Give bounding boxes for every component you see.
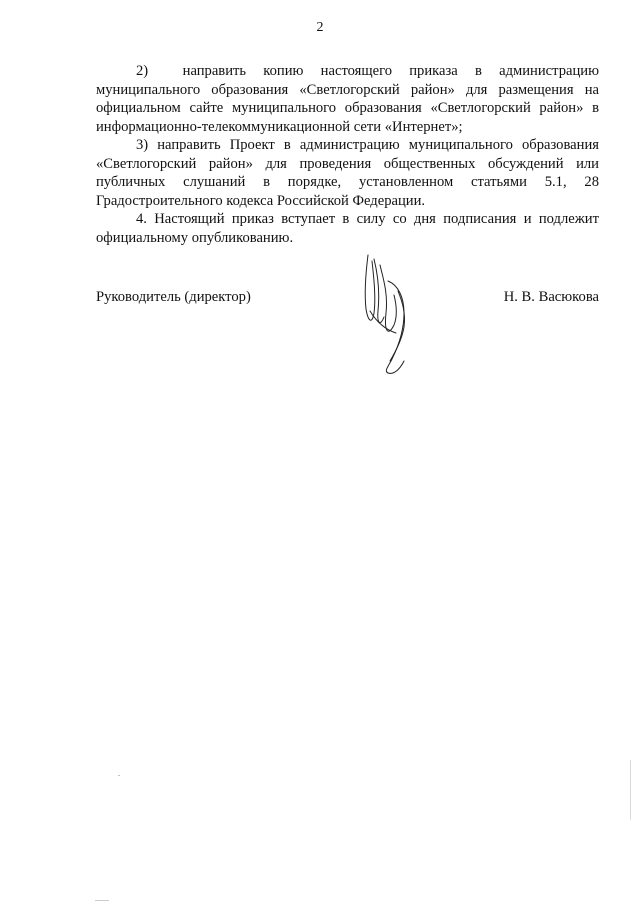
signer-title: Руководитель (директор): [96, 289, 251, 305]
handwritten-signature: [354, 251, 424, 391]
signer-name: Н. В. Васюкова: [503, 289, 599, 305]
page-number: 2: [316, 20, 324, 35]
paragraph-item-4: 4. Настоящий приказ вступает в силу со дня подписания и подлежит официальному опубликованию.: [96, 211, 599, 246]
document-body: [96, 62, 599, 247]
paragraph-item-3: 3) направить Проект в администрацию муниципального образования «Светлогорский район» для проведения общественных обсуждений или публичных слушаний в порядке, установленном статьями 5.1, 28 Градостроительного кодекса Российской Федерации.: [96, 137, 599, 209]
scan-artifact: [95, 900, 109, 901]
paragraph-item-2: 2) направить копию настоящего приказа в администрацию муниципального образования «Светлогорский район» для размещения на официальном сайте муниципального образования «Светлогорский район» в информационно-телекоммуникационной сети «Интернет»;: [96, 63, 599, 135]
signature-block: [96, 289, 599, 399]
scan-artifact: [630, 760, 631, 820]
scan-artifact: [118, 775, 120, 776]
